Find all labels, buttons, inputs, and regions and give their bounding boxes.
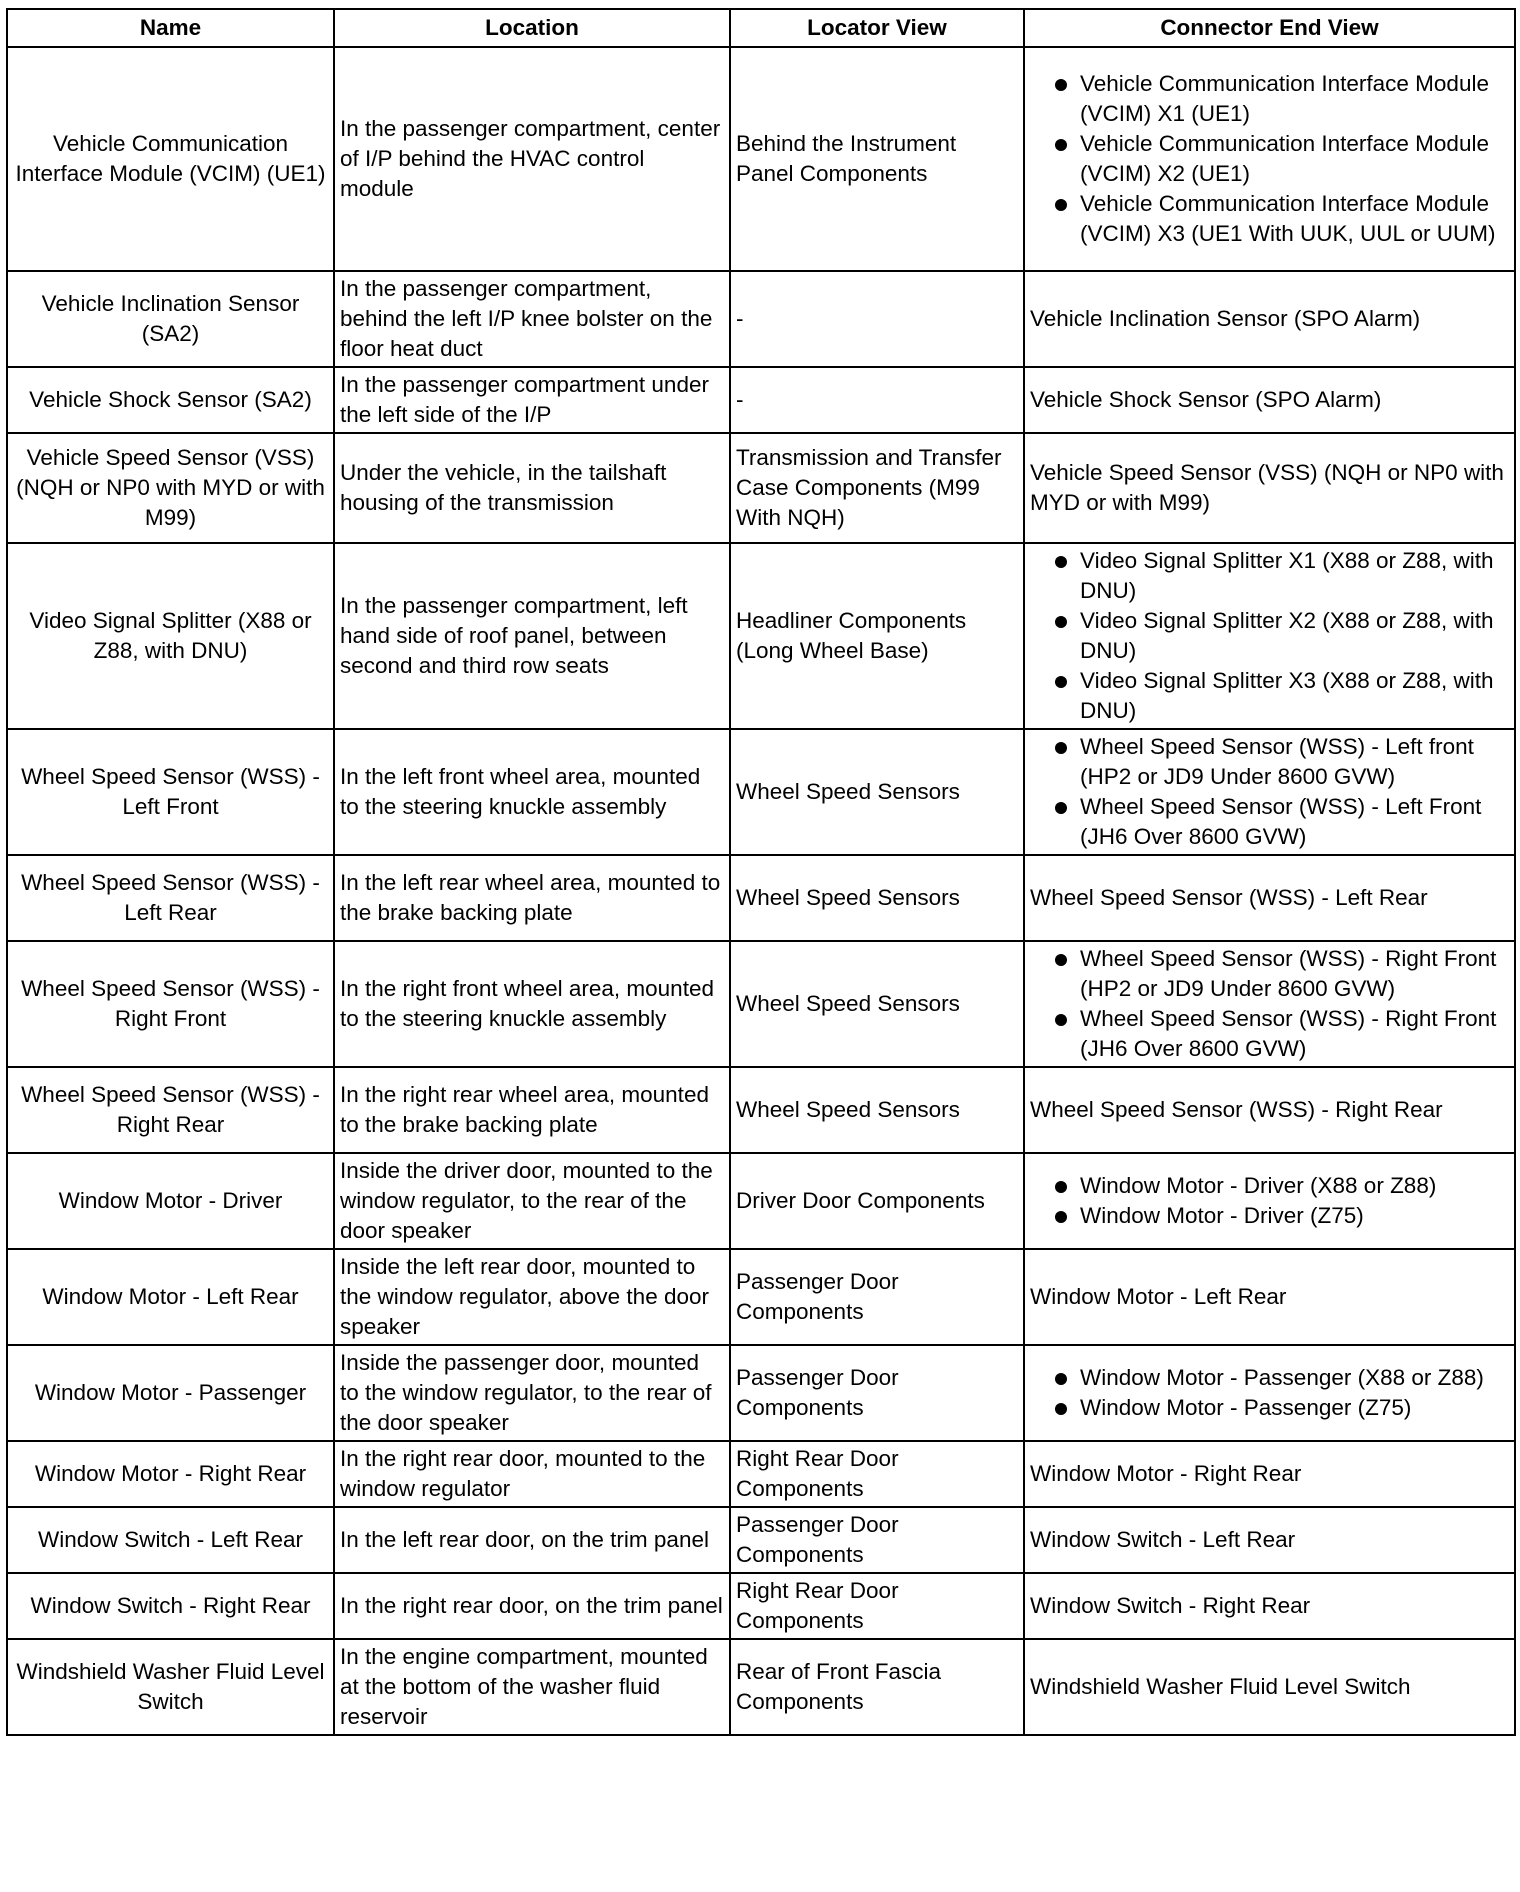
cell-location: In the passenger compartment, center of I/P behind the HVAC control module (334, 47, 730, 271)
table-body (7, 47, 1515, 1735)
connector-list-item: Vehicle Communication Interface Module (VCIM) X1 (UE1) (1030, 69, 1509, 129)
table-row (7, 855, 1515, 941)
table-row (7, 1573, 1515, 1639)
connector-list (1030, 732, 1509, 852)
connector-list (1030, 1363, 1509, 1423)
connector-list (1030, 1171, 1509, 1231)
cell-connector-end-view (1024, 1067, 1515, 1153)
cell-locator-view: Wheel Speed Sensors (730, 1067, 1024, 1153)
cell-locator-view: Right Rear Door Components (730, 1573, 1024, 1639)
cell-connector-end-view (1024, 47, 1515, 271)
header-name: Name (7, 9, 334, 47)
table-row (7, 1507, 1515, 1573)
connector-list-item: Window Motor - Driver (X88 or Z88) (1030, 1171, 1509, 1201)
cell-connector-end-view (1024, 1639, 1515, 1735)
connector-list-item: Wheel Speed Sensor (WSS) - Right Front (HP2 or JD9 Under 8600 GVW) (1030, 944, 1509, 1004)
cell-locator-view: - (730, 271, 1024, 367)
table-row (7, 1345, 1515, 1441)
cell-locator-view: Transmission and Transfer Case Components (M99 With NQH) (730, 433, 1024, 543)
table-row (7, 1639, 1515, 1735)
table-row (7, 729, 1515, 855)
connector-text: Window Switch - Right Rear (1030, 1593, 1311, 1618)
cell-connector-end-view (1024, 855, 1515, 941)
cell-connector-end-view (1024, 367, 1515, 433)
cell-name: Video Signal Splitter (X88 or Z88, with DNU) (7, 543, 334, 729)
cell-name: Windshield Washer Fluid Level Switch (7, 1639, 334, 1735)
cell-locator-view: Driver Door Components (730, 1153, 1024, 1249)
cell-location: In the left rear wheel area, mounted to the brake backing plate (334, 855, 730, 941)
table-row (7, 271, 1515, 367)
connector-list-item: Video Signal Splitter X2 (X88 or Z88, with DNU) (1030, 606, 1509, 666)
table-row (7, 1153, 1515, 1249)
connector-text: Wheel Speed Sensor (WSS) - Right Rear (1030, 1097, 1443, 1122)
cell-name: Vehicle Speed Sensor (VSS) (NQH or NP0 with MYD or with M99) (7, 433, 334, 543)
cell-location: In the right rear door, on the trim panel (334, 1573, 730, 1639)
cell-locator-view: Wheel Speed Sensors (730, 729, 1024, 855)
cell-location: In the left front wheel area, mounted to the steering knuckle assembly (334, 729, 730, 855)
component-locator-table (6, 8, 1516, 1736)
cell-location: Inside the driver door, mounted to the window regulator, to the rear of the door speaker (334, 1153, 730, 1249)
cell-location: In the passenger compartment, behind the left I/P knee bolster on the floor heat duct (334, 271, 730, 367)
cell-name: Window Motor - Driver (7, 1153, 334, 1249)
cell-name: Window Switch - Right Rear (7, 1573, 334, 1639)
cell-connector-end-view (1024, 543, 1515, 729)
connector-list-item: Window Motor - Driver (Z75) (1030, 1201, 1509, 1231)
table-row (7, 367, 1515, 433)
connector-text: Windshield Washer Fluid Level Switch (1030, 1674, 1411, 1699)
connector-list-item: Wheel Speed Sensor (WSS) - Right Front (JH6 Over 8600 GVW) (1030, 1004, 1509, 1064)
cell-locator-view: - (730, 367, 1024, 433)
cell-connector-end-view (1024, 1507, 1515, 1573)
connector-list-item: Wheel Speed Sensor (WSS) - Left front (HP2 or JD9 Under 8600 GVW) (1030, 732, 1509, 792)
cell-location: Inside the left rear door, mounted to the window regulator, above the door speaker (334, 1249, 730, 1345)
connector-list-item: Window Motor - Passenger (Z75) (1030, 1393, 1509, 1423)
header-location: Location (334, 9, 730, 47)
cell-location: Under the vehicle, in the tailshaft housing of the transmission (334, 433, 730, 543)
table-row (7, 941, 1515, 1067)
table-row (7, 433, 1515, 543)
header-connector-end-view: Connector End View (1024, 9, 1515, 47)
connector-list-item: Video Signal Splitter X1 (X88 or Z88, with DNU) (1030, 546, 1509, 606)
table-row (7, 1441, 1515, 1507)
header-row (7, 9, 1515, 47)
cell-connector-end-view (1024, 1345, 1515, 1441)
connector-text: Window Motor - Left Rear (1030, 1284, 1287, 1309)
cell-name: Vehicle Inclination Sensor (SA2) (7, 271, 334, 367)
connector-list (1030, 546, 1509, 726)
cell-connector-end-view (1024, 1153, 1515, 1249)
cell-locator-view: Rear of Front Fascia Components (730, 1639, 1024, 1735)
table-row (7, 1067, 1515, 1153)
cell-location: In the right rear wheel area, mounted to the brake backing plate (334, 1067, 730, 1153)
connector-text: Vehicle Inclination Sensor (SPO Alarm) (1030, 306, 1421, 331)
cell-locator-view: Behind the Instrument Panel Components (730, 47, 1024, 271)
cell-location: Inside the passenger door, mounted to the window regulator, to the rear of the door speaker (334, 1345, 730, 1441)
cell-connector-end-view (1024, 1573, 1515, 1639)
connector-list (1030, 944, 1509, 1064)
cell-location: In the left rear door, on the trim panel (334, 1507, 730, 1573)
table-row (7, 47, 1515, 271)
connector-text: Vehicle Speed Sensor (VSS) (NQH or NP0 with MYD or with M99) (1030, 460, 1504, 515)
cell-connector-end-view (1024, 433, 1515, 543)
connector-text: Window Switch - Left Rear (1030, 1527, 1296, 1552)
cell-locator-view: Headliner Components (Long Wheel Base) (730, 543, 1024, 729)
cell-name: Wheel Speed Sensor (WSS) - Left Front (7, 729, 334, 855)
cell-name: Window Motor - Right Rear (7, 1441, 334, 1507)
cell-name: Wheel Speed Sensor (WSS) - Left Rear (7, 855, 334, 941)
cell-name: Window Motor - Left Rear (7, 1249, 334, 1345)
connector-list-item: Vehicle Communication Interface Module (VCIM) X2 (UE1) (1030, 129, 1509, 189)
cell-location: In the engine compartment, mounted at the bottom of the washer fluid reservoir (334, 1639, 730, 1735)
connector-list-item: Wheel Speed Sensor (WSS) - Left Front (JH6 Over 8600 GVW) (1030, 792, 1509, 852)
cell-locator-view: Wheel Speed Sensors (730, 855, 1024, 941)
cell-locator-view: Right Rear Door Components (730, 1441, 1024, 1507)
cell-location: In the right rear door, mounted to the window regulator (334, 1441, 730, 1507)
cell-name: Window Motor - Passenger (7, 1345, 334, 1441)
cell-connector-end-view (1024, 941, 1515, 1067)
connector-text: Wheel Speed Sensor (WSS) - Left Rear (1030, 885, 1428, 910)
cell-name: Wheel Speed Sensor (WSS) - Right Front (7, 941, 334, 1067)
connector-list-item: Vehicle Communication Interface Module (VCIM) X3 (UE1 With UUK, UUL or UUM) (1030, 189, 1509, 249)
connector-text: Window Motor - Right Rear (1030, 1461, 1302, 1486)
header-locator-view: Locator View (730, 9, 1024, 47)
cell-name: Vehicle Shock Sensor (SA2) (7, 367, 334, 433)
cell-connector-end-view (1024, 729, 1515, 855)
cell-name: Vehicle Communication Interface Module (VCIM) (UE1) (7, 47, 334, 271)
cell-location: In the right front wheel area, mounted to the steering knuckle assembly (334, 941, 730, 1067)
cell-locator-view: Passenger Door Components (730, 1507, 1024, 1573)
cell-name: Window Switch - Left Rear (7, 1507, 334, 1573)
cell-location: In the passenger compartment under the left side of the I/P (334, 367, 730, 433)
cell-connector-end-view (1024, 1249, 1515, 1345)
connector-list-item: Window Motor - Passenger (X88 or Z88) (1030, 1363, 1509, 1393)
cell-connector-end-view (1024, 1441, 1515, 1507)
cell-locator-view: Passenger Door Components (730, 1345, 1024, 1441)
cell-locator-view: Passenger Door Components (730, 1249, 1024, 1345)
table-row (7, 543, 1515, 729)
connector-text: Vehicle Shock Sensor (SPO Alarm) (1030, 387, 1382, 412)
table-row (7, 1249, 1515, 1345)
connector-list-item: Video Signal Splitter X3 (X88 or Z88, with DNU) (1030, 666, 1509, 726)
cell-name: Wheel Speed Sensor (WSS) - Right Rear (7, 1067, 334, 1153)
cell-connector-end-view (1024, 271, 1515, 367)
cell-location: In the passenger compartment, left hand side of roof panel, between second and third row seats (334, 543, 730, 729)
cell-locator-view: Wheel Speed Sensors (730, 941, 1024, 1067)
connector-list (1030, 69, 1509, 249)
